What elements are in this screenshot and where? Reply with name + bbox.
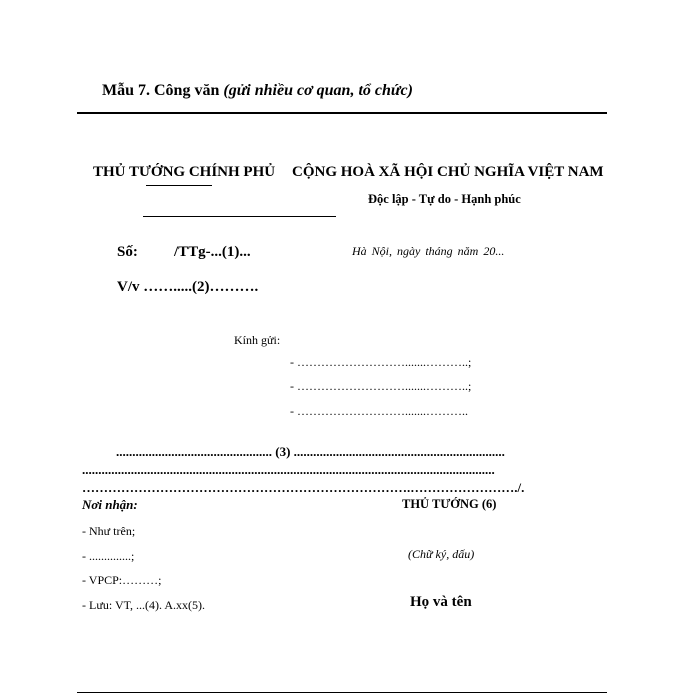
subject-line: V/v …….....(2)………. [117, 279, 259, 295]
form-title-main: Mẫu 7. Công văn [102, 82, 220, 99]
addressee-item: - ……………………….......……….. [290, 404, 468, 418]
motto-underline [143, 216, 336, 217]
issuer-underline [146, 185, 212, 186]
form-title [102, 82, 413, 100]
signer-title: THỦ TƯỚNG (6) [402, 497, 497, 511]
addressee-item: - ……………………….......………..; [290, 379, 472, 393]
top-rule [77, 112, 607, 114]
issuer-name: THỦ TƯỚNG CHÍNH PHỦ [93, 164, 276, 180]
addressee-item: - ……………………….......………..; [290, 355, 472, 369]
bottom-rule [77, 692, 607, 693]
signer-name: Họ và tên [410, 594, 472, 610]
signature-note: (Chữ ký, dấu) [408, 547, 475, 561]
recipient-list-item: - ..............; [82, 549, 135, 563]
national-title: CỘNG HOÀ XÃ HỘI CHỦ NGHĨA VIỆT NAM [292, 164, 604, 180]
place-and-date: Hà Nội, ngày tháng năm 20... [352, 244, 505, 258]
form-title-subtitle: (gửi nhiều cơ quan, tổ chức) [223, 82, 413, 99]
recipient-list-item: - VPCP:………; [82, 573, 162, 587]
recipient-list-item: - Như trên; [82, 524, 136, 538]
recipient-list-item: - Lưu: VT, ...(4). A.xx(5). [82, 598, 206, 612]
recipients-label: Nơi nhận: [82, 497, 138, 512]
national-motto: Độc lập - Tự do - Hạnh phúc [368, 192, 521, 206]
document-number-label: Số: [117, 244, 138, 260]
document-number: /TTg-...(1)... [174, 244, 251, 260]
body-line: ………………………………………………………………….……………………./. [82, 480, 525, 495]
body-line: ............................................................................................................................... [82, 462, 495, 477]
body-line: ................................................ (3) ................................................................. [116, 444, 505, 459]
addressee-label: Kính gửi: [234, 333, 281, 347]
